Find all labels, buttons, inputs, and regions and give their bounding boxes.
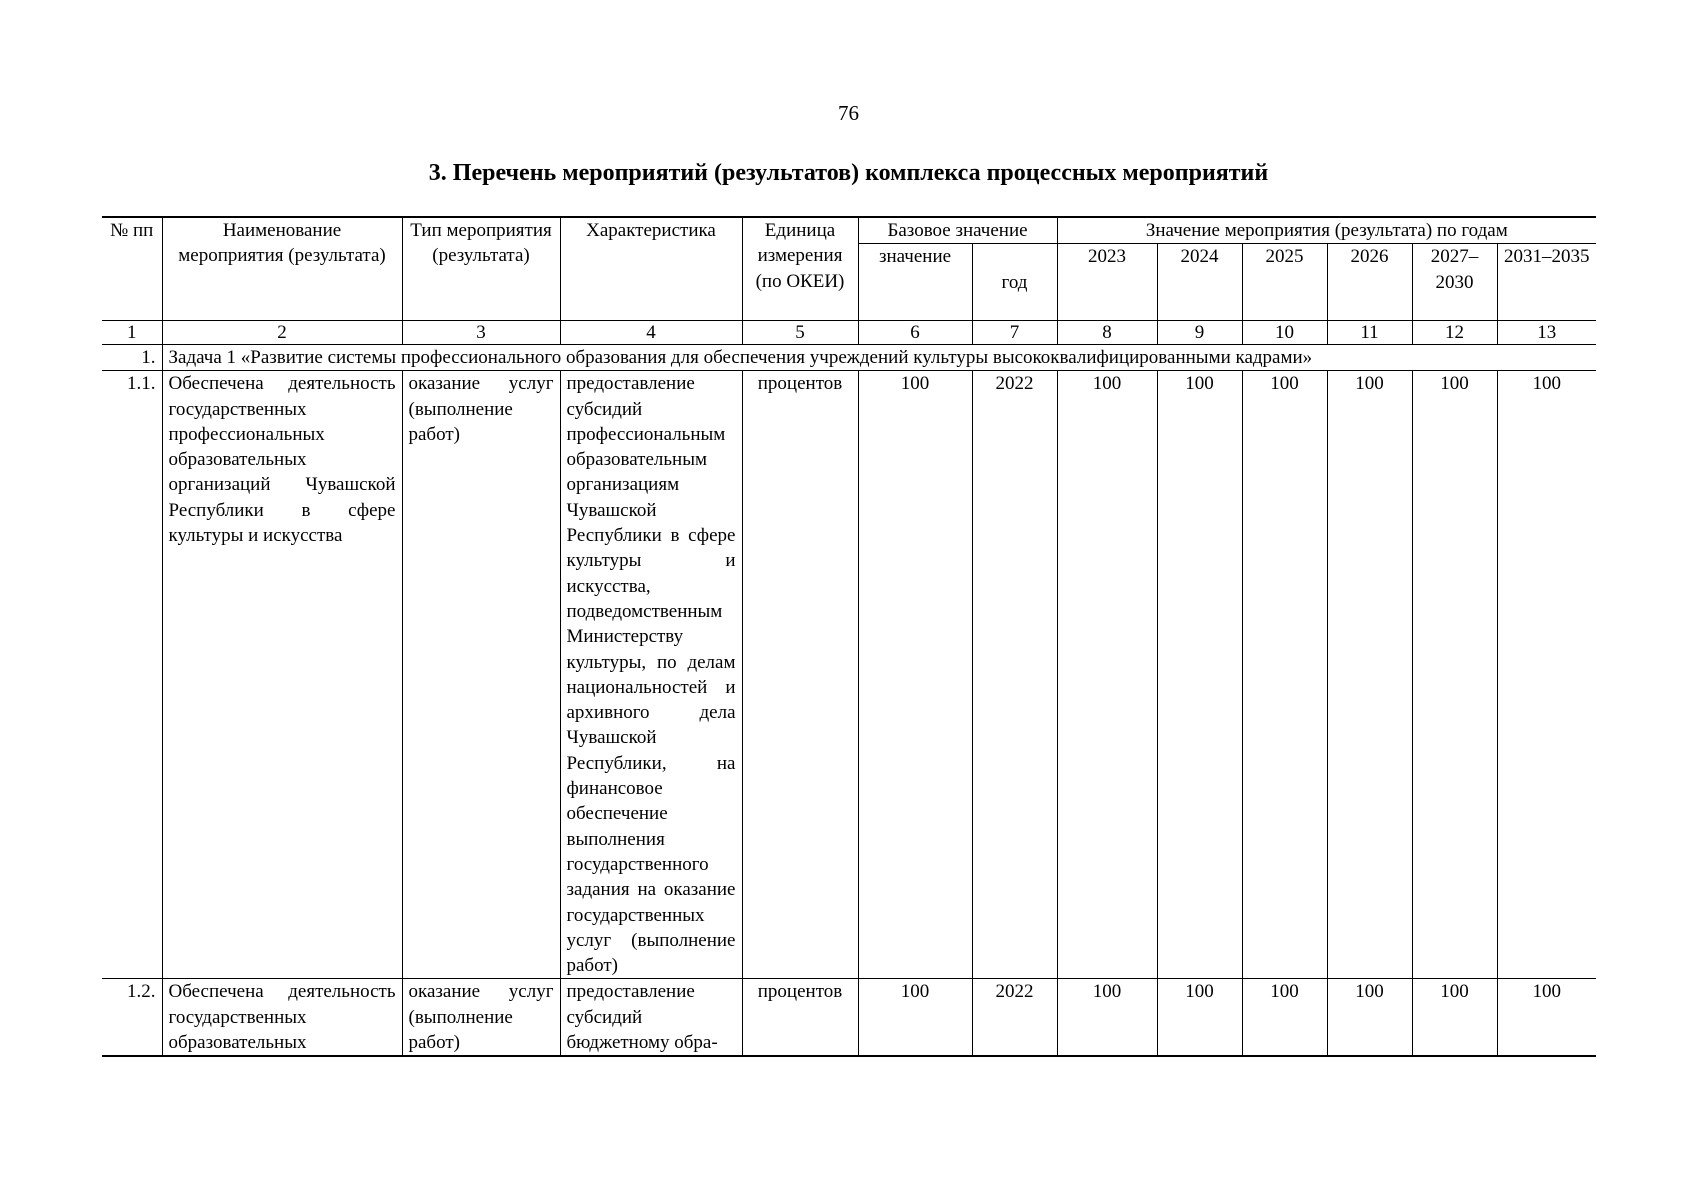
measure-name: Обеспечена деятельность государственных профессиональных образовательных организаций Чувашской Республики в сфере культуры и искусства — [162, 371, 402, 979]
header-unit: Единица измерения (по ОКЕИ) — [742, 217, 858, 321]
row-number: 1.2. — [102, 979, 162, 1057]
base-year: 2022 — [972, 979, 1057, 1057]
task-row — [102, 345, 1596, 371]
value-2024: 100 — [1157, 371, 1242, 979]
value-2027-2030: 100 — [1412, 371, 1497, 979]
measure-characteristic: предоставление субсидий профессиональным образовательным организациям Чувашской Республики в сфере культуры и искусства, подведомственным Министерству культуры, по делам национальностей и архивного дела Чувашской Республики, на финансовое обеспечение выполнения государственного задания на оказание государственных услуг (выполнение работ) — [560, 371, 742, 979]
header-row-1 — [102, 217, 1596, 244]
column-number: 7 — [972, 321, 1057, 345]
column-number: 10 — [1242, 321, 1327, 345]
base-value: 100 — [858, 979, 972, 1057]
header-year-2024: 2024 — [1157, 244, 1242, 321]
header-year-2023: 2023 — [1057, 244, 1157, 321]
column-number: 8 — [1057, 321, 1157, 345]
table-row — [102, 979, 1596, 1057]
header-year-2025: 2025 — [1242, 244, 1327, 321]
measure-name: Обеспечена деятельность государственных образовательных — [162, 979, 402, 1057]
value-2023: 100 — [1057, 979, 1157, 1057]
column-number: 5 — [742, 321, 858, 345]
column-number: 2 — [162, 321, 402, 345]
column-number: 11 — [1327, 321, 1412, 345]
row-number: 1.1. — [102, 371, 162, 979]
column-number: 4 — [560, 321, 742, 345]
value-2024: 100 — [1157, 979, 1242, 1057]
table-row — [102, 371, 1596, 979]
header-year-2026: 2026 — [1327, 244, 1412, 321]
column-number: 9 — [1157, 321, 1242, 345]
header-base-group: Базовое значение — [858, 217, 1057, 244]
value-2023: 100 — [1057, 371, 1157, 979]
header-year-2027-2030: 2027–2030 — [1412, 244, 1497, 321]
value-2031-2035: 100 — [1497, 371, 1596, 979]
header-years-group: Значение мероприятия (результата) по годам — [1057, 217, 1596, 244]
base-year: 2022 — [972, 371, 1057, 979]
header-base-year-label: год — [1001, 271, 1028, 293]
column-number: 3 — [402, 321, 560, 345]
measure-unit: процентов — [742, 371, 858, 979]
task-title: Задача 1 «Развитие системы профессионального образования для обеспечения учреждений культуры высококвалифицированными кадрами» — [162, 345, 1596, 371]
measure-type: оказание услуг (выполнение работ) — [402, 371, 560, 979]
header-base-value: значение — [858, 244, 972, 321]
measure-type: оказание услуг (выполнение работ) — [402, 979, 560, 1057]
measure-characteristic: предоставление субсидий бюджетному обра- — [560, 979, 742, 1057]
value-2026: 100 — [1327, 979, 1412, 1057]
value-2025: 100 — [1242, 371, 1327, 979]
value-2026: 100 — [1327, 371, 1412, 979]
base-value: 100 — [858, 371, 972, 979]
header-year-2031-2035: 2031–2035 — [1497, 244, 1596, 321]
page-number: 76 — [838, 101, 859, 125]
task-number: 1. — [102, 345, 162, 371]
measure-unit: процентов — [742, 979, 858, 1057]
header-type: Тип мероприятия (результата) — [402, 217, 560, 321]
column-number: 12 — [1412, 321, 1497, 345]
header-base-year — [972, 244, 1057, 321]
value-2025: 100 — [1242, 979, 1327, 1057]
value-2027-2030: 100 — [1412, 979, 1497, 1057]
measures-table — [102, 216, 1596, 1057]
document-title: 3. Перечень мероприятий (результатов) комплекса процессных мероприятий — [428, 160, 1269, 186]
header-name: Наименование мероприятия (результата) — [162, 217, 402, 321]
header-characteristic: Характеристика — [560, 217, 742, 321]
value-2031-2035: 100 — [1497, 979, 1596, 1057]
column-number: 13 — [1497, 321, 1596, 345]
column-number-row — [102, 321, 1596, 345]
measures-table-container — [102, 216, 1596, 1057]
column-number: 1 — [102, 321, 162, 345]
column-number: 6 — [858, 321, 972, 345]
header-num: № пп — [102, 217, 162, 321]
